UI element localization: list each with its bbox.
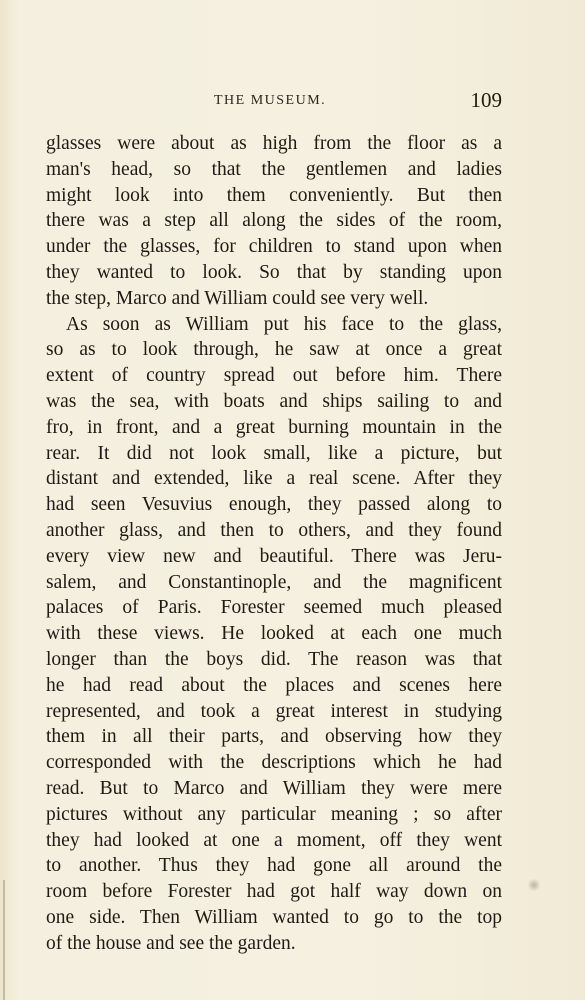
text-line: to another. Thus they had gone all around the bbox=[46, 855, 502, 877]
page-header bbox=[46, 88, 502, 112]
text-line: corresponded with the descriptions which he had bbox=[46, 752, 502, 774]
text-line: rear. It did not look small, like a picture, but bbox=[46, 442, 502, 464]
text-line: room before Forester had got half way down on bbox=[46, 881, 502, 903]
text-line: extent of country spread out before him. There bbox=[46, 365, 502, 387]
text-line: represented, and took a great interest in studying bbox=[46, 700, 502, 722]
text-line: so as to look through, he saw at once a great bbox=[46, 339, 502, 361]
text-line: the step, Marco and William could see very well. bbox=[46, 287, 429, 309]
text-line: under the glasses, for children to stand upon when bbox=[46, 236, 502, 258]
running-head: THE MUSEUM. bbox=[214, 93, 327, 108]
text-line: with these views. He looked at each one much bbox=[46, 623, 502, 645]
ink-smudge bbox=[528, 878, 540, 892]
text-line: distant and extended, like a real scene. After they bbox=[46, 468, 502, 490]
page-edge-shadow bbox=[3, 880, 5, 1000]
text-line: longer than the boys did. The reason was that bbox=[46, 648, 502, 670]
text-line: they had looked at one a moment, off they went bbox=[46, 829, 502, 851]
text-line: pictures without any particular meaning ; so after bbox=[46, 803, 502, 825]
text-line: read. But to Marco and William they were mere bbox=[46, 777, 502, 799]
text-line: they wanted to look. So that by standing upon bbox=[46, 261, 502, 283]
text-line: of the house and see the garden. bbox=[46, 932, 296, 954]
text-line: fro, in front, and a great burning mountain in the bbox=[46, 416, 502, 438]
text-line: might look into them conveniently. But then bbox=[46, 184, 502, 206]
text-line: was the sea, with boats and ships sailing to and bbox=[46, 390, 502, 412]
text-line: glasses were about as high from the floor as a bbox=[46, 133, 502, 154]
text-line: As soon as William put his face to the glass, bbox=[66, 313, 502, 335]
text-line: he had read about the places and scenes here bbox=[46, 674, 502, 696]
text-line: salem, and Constantinople, and the magnificent bbox=[46, 571, 502, 593]
page-number: 109 bbox=[470, 88, 502, 112]
text-line: man's head, so that the gentlemen and ladies bbox=[46, 158, 502, 180]
text-line: another glass, and then to others, and they found bbox=[46, 519, 502, 541]
text-line: them in all their parts, and observing how they bbox=[46, 726, 502, 748]
text-line: had seen Vesuvius enough, they passed along to bbox=[46, 494, 502, 516]
body-text bbox=[46, 131, 502, 957]
text-line: there was a step all along the sides of the room, bbox=[46, 210, 502, 232]
text-line: every view new and beautiful. There was Jeru- bbox=[46, 545, 502, 567]
text-line: palaces of Paris. Forester seemed much pleased bbox=[46, 597, 502, 619]
text-line: one side. Then William wanted to go to the top bbox=[46, 906, 502, 928]
